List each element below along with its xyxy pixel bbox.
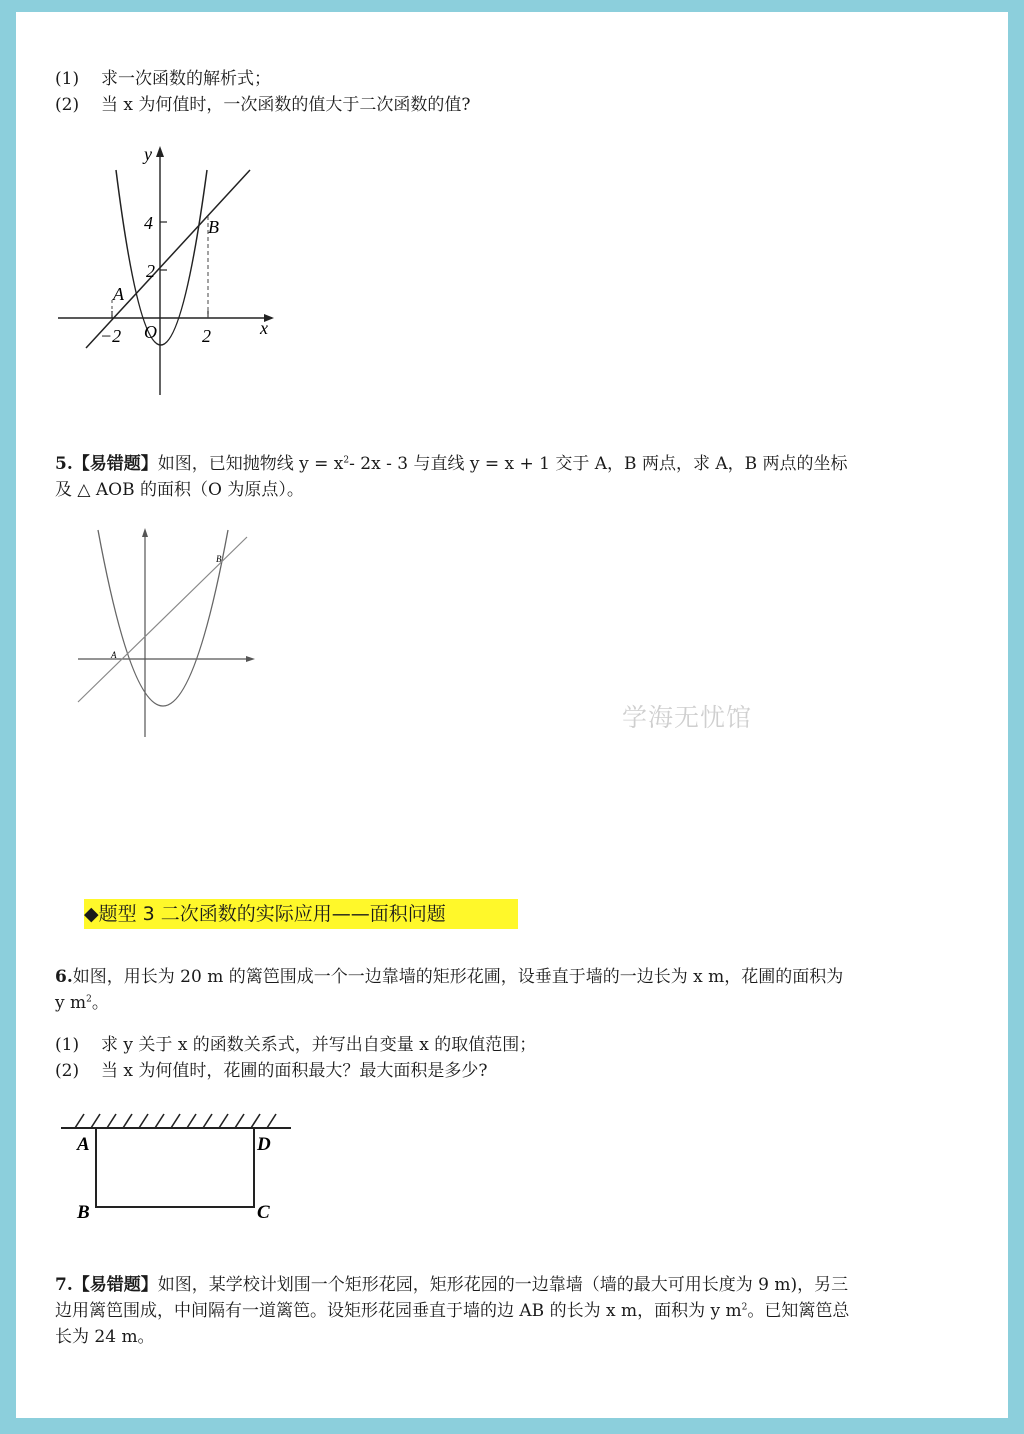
graph1-figure <box>50 140 290 400</box>
rect-label-C: C <box>257 1202 270 1223</box>
q6-part2: (2) 当 x 为何值时，花圃的面积最大？最大面积是多少? <box>55 1061 488 1081</box>
graph2-label-B: B <box>216 554 222 564</box>
q5-line2: 及 △ AOB 的面积（O 为原点）。 <box>55 480 304 500</box>
q7-line3: 长为 24 m。 <box>55 1327 155 1347</box>
graph1-label-y: y <box>144 144 152 164</box>
rect-figure <box>55 1108 300 1226</box>
graph1-parabola <box>116 170 207 345</box>
graph1-tick-label-2x: 2 <box>202 326 211 346</box>
graph1-label-B: B <box>208 217 219 237</box>
graph2-line <box>78 537 247 702</box>
graph2-label-A: A <box>111 650 117 660</box>
graph2-x-arrow <box>246 656 255 662</box>
fence-rectangle <box>96 1128 254 1207</box>
graph1-label-O: O <box>144 322 157 342</box>
graph1-line <box>86 170 250 348</box>
graph2-y-arrow <box>142 528 148 537</box>
q7-line1: 7.【易错题】如图，某学校计划围一个矩形花园，矩形花园的一边靠墙（墙的最大可用长度为 9 m)，另三 <box>55 1275 849 1295</box>
graph1-tick-label-neg2: −2 <box>100 326 122 346</box>
q5-line1: 5.【易错题】如图，已知抛物线 $y = x^2-$ 2x - 3 与直线 y = x + 1 交于 A，B 两点，求 A，B 两点的坐标 <box>55 454 848 474</box>
graph1-tick-label-4: 4 <box>144 213 153 233</box>
graph1-y-arrow <box>156 146 164 157</box>
wall-hatching <box>75 1114 276 1128</box>
graph2-parabola <box>98 530 228 706</box>
q4-part2: (2) 当 x 为何值时，一次函数的值大于二次函数的值? <box>55 95 471 115</box>
graph1-tick-label-2y: 2 <box>146 261 155 281</box>
rect-label-A: A <box>77 1134 90 1155</box>
q6-line2: y $m^2$。 <box>55 993 109 1013</box>
rect-label-D: D <box>257 1134 271 1155</box>
watermark: 学海无忧馆 <box>622 703 753 732</box>
graph1-label-x: x <box>260 318 268 338</box>
graph2-figure <box>70 522 265 747</box>
rect-label-B: B <box>77 1202 90 1223</box>
q7-line2: 边用篱笆围成，中间隔有一道篱笆。设矩形花园垂直于墙的边 AB 的长为 x m，面积为 y $m^2$。已知篱笆总 <box>55 1301 850 1321</box>
section-heading: ◆题型 3 二次函数的实际应用——面积问题 <box>84 899 518 929</box>
q6-part1: (1) 求 y 关于 x 的函数关系式，并写出自变量 x 的取值范围； <box>55 1035 537 1055</box>
q4-part1: (1) 求一次函数的解析式； <box>55 69 271 89</box>
graph1-label-A: A <box>113 284 124 304</box>
q6-line1: 6.如图，用长为 20 m 的篱笆围成一个一边靠墙的矩形花圃，设垂直于墙的一边长为 x m，花圃的面积为 <box>55 967 844 987</box>
